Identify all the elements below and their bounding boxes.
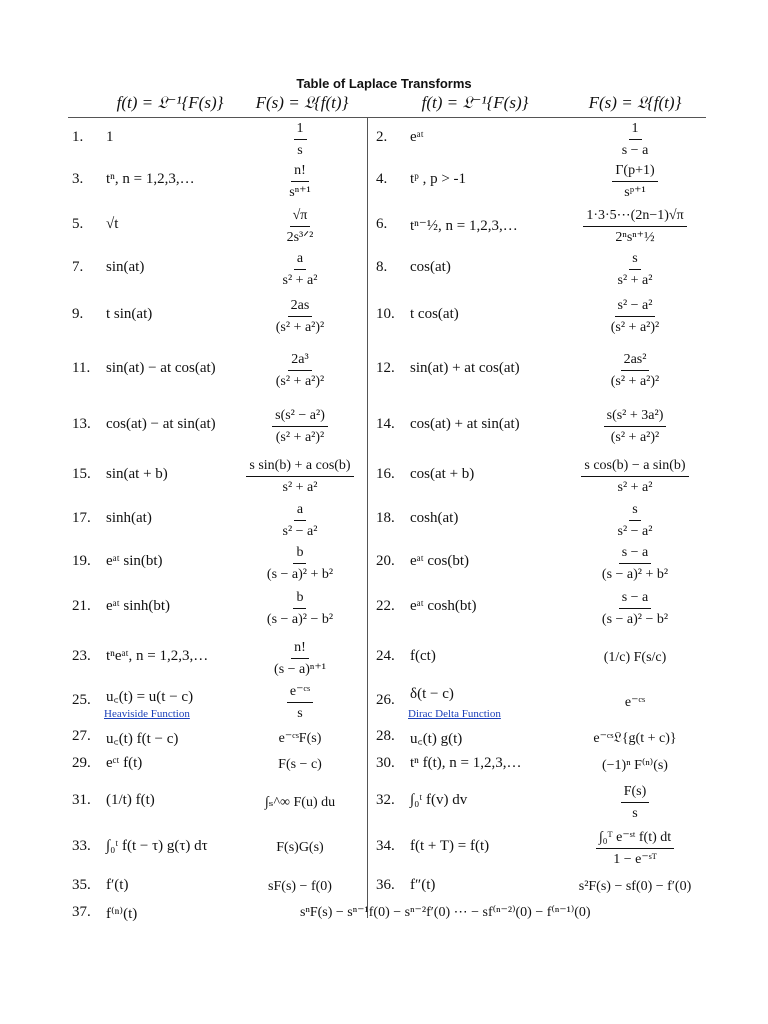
time-function: cosh(at) (410, 510, 459, 526)
entry-number: 15. (72, 466, 91, 482)
transform-expr: ∫ₛ^∞ F(u) du (264, 794, 336, 810)
numerator: s sin(b) + a cos(b) (246, 456, 353, 477)
transform-expr: e⁻ᶜˢF(s) (278, 730, 322, 746)
transform (560, 752, 710, 778)
transform-expr: e⁻ᶜˢ (624, 694, 646, 710)
entry-number: 36. (376, 877, 395, 893)
time-function: (1/t) f(t) (106, 792, 155, 808)
time-function: f(ct) (410, 648, 436, 664)
denominator: 1 − e⁻ˢᵀ (613, 851, 657, 867)
transform (238, 344, 362, 396)
entry-number: 22. (376, 598, 395, 614)
transform-expr: sF(s) − f(0) (268, 879, 332, 894)
table-row (0, 873, 768, 901)
time-function: eᵃᵗ (410, 129, 424, 145)
entry-number: 1. (72, 129, 84, 145)
time-function: cos(at) + at sin(at) (410, 416, 520, 432)
table-row (0, 901, 768, 927)
time-function: sin(at) + at cos(at) (410, 360, 520, 376)
time-function: tⁿ f(t), n = 1,2,3,… (410, 755, 522, 771)
transform-expr: (1/c) F(s/c) (603, 650, 667, 665)
fraction (286, 161, 313, 202)
table-row (0, 724, 768, 752)
time-function: 1 (106, 129, 114, 145)
page-title: Table of Laplace Transforms (296, 76, 472, 91)
header-left-f: f(t) = 𝔏⁻¹{F(s)} (116, 93, 224, 112)
fraction (264, 543, 336, 584)
heaviside-function-link[interactable]: Heaviside Function (104, 708, 190, 720)
fraction (273, 350, 327, 391)
fraction (615, 500, 656, 541)
time-function: eᶜᵗ f(t) (106, 755, 143, 771)
numerator: a (294, 500, 306, 521)
transform (560, 824, 710, 872)
entry-number: 2. (376, 129, 388, 145)
transform (560, 635, 710, 681)
fraction (615, 249, 656, 290)
table-row (0, 203, 768, 249)
entry-number: 23. (72, 648, 91, 664)
entry-number: 26. (376, 692, 395, 708)
numerator: F(s) (621, 782, 650, 803)
entry-number: 9. (72, 306, 84, 322)
transform (560, 398, 710, 454)
entry-number: 37. (72, 904, 91, 920)
time-function: sin(at + b) (106, 466, 168, 482)
transform (238, 160, 362, 202)
entry-number: 31. (72, 792, 91, 808)
table-row (0, 500, 768, 540)
header-left-F: F(s) = 𝔏{f(t)} (255, 93, 349, 112)
transform (560, 780, 710, 824)
numerator: 2as (288, 296, 313, 317)
entry-number: 8. (376, 259, 388, 275)
time-function: sin(at) (106, 259, 145, 275)
denominator: s² − a² (617, 523, 653, 539)
time-function: √t (106, 216, 119, 232)
entry-number: 25. (72, 692, 91, 708)
denominator: (s² + a²)² (275, 429, 325, 445)
entry-number: 27. (72, 728, 91, 744)
denominator: s² + a² (282, 272, 318, 288)
entry-number: 24. (376, 648, 395, 664)
time-function: f(t + T) = f(t) (410, 838, 490, 854)
dirac-delta-function-link[interactable]: Dirac Delta Function (408, 708, 501, 720)
time-function: t cos(at) (410, 306, 459, 322)
denominator: (s − a)² − b² (266, 611, 334, 627)
numerator: n! (291, 161, 309, 182)
transform (560, 203, 710, 249)
denominator: (s − a)² − b² (601, 611, 669, 627)
entry-number: 16. (376, 466, 395, 482)
denominator: s − a (621, 142, 649, 158)
table-row (0, 398, 768, 454)
transform (560, 454, 710, 498)
entry-number: 11. (72, 360, 91, 376)
entry-number: 17. (72, 510, 91, 526)
transform (560, 682, 710, 722)
fraction (608, 296, 662, 337)
denominator: s² − a² (282, 523, 318, 539)
transform-wide: sⁿF(s) − sⁿ⁻¹f(0) − sⁿ⁻²f′(0) ⋯ − sf⁽ⁿ⁻²⁾(0) − f⁽ⁿ⁻¹⁾(0) (300, 905, 591, 920)
time-function: tⁿeᵃᵗ, n = 1,2,3,… (106, 648, 209, 664)
numerator: s² − a² (615, 296, 656, 317)
transform (238, 635, 362, 681)
time-function: f′(t) (106, 877, 129, 893)
denominator: s² + a² (282, 479, 318, 495)
denominator: 2s³ᐟ² (286, 229, 314, 245)
denominator: 2ⁿsⁿ⁺½ (615, 229, 655, 245)
entry-number: 20. (376, 553, 395, 569)
fraction (599, 543, 671, 584)
numerator: s (629, 249, 640, 270)
fraction (608, 350, 662, 391)
transform (238, 249, 362, 289)
transform (560, 119, 710, 159)
transform (238, 752, 362, 778)
time-function: δ(t − c) (410, 686, 454, 702)
entry-number: 29. (72, 755, 91, 771)
transform (238, 780, 362, 824)
numerator: 1·3·5⋯(2n−1)√π (583, 206, 686, 227)
time-function: cos(at) (410, 259, 451, 275)
entry-number: 19. (72, 553, 91, 569)
table-row (0, 824, 768, 872)
fraction (619, 119, 652, 160)
time-function: u꜀(t) f(t − c) (106, 731, 179, 747)
transform (560, 160, 710, 202)
entry-number: 34. (376, 838, 395, 854)
fraction (280, 500, 321, 541)
denominator: (s − a)ⁿ⁺¹ (274, 661, 326, 677)
denominator: s² + a² (617, 479, 653, 495)
transform (238, 291, 362, 341)
numerator: b (293, 543, 306, 564)
entry-number: 10. (376, 306, 395, 322)
table-row (0, 119, 768, 159)
fraction (287, 682, 313, 723)
fraction (583, 206, 686, 247)
transform (238, 119, 362, 159)
transform (238, 500, 362, 540)
fraction (294, 119, 307, 160)
denominator: sᵖ⁺¹ (624, 184, 646, 200)
transform (560, 344, 710, 396)
transform (560, 873, 710, 901)
transform (238, 824, 362, 872)
denominator: s (297, 142, 303, 158)
entry-number: 35. (72, 877, 91, 893)
table-row (0, 780, 768, 824)
denominator: (s² + a²)² (610, 373, 660, 389)
fraction (599, 588, 671, 629)
transform (560, 724, 710, 752)
table-row (0, 344, 768, 396)
header-right-F: F(s) = 𝔏{f(t)} (588, 93, 682, 112)
entry-number: 3. (72, 171, 84, 187)
numerator: e⁻ᶜˢ (287, 682, 313, 703)
time-function: eᵃᵗ cos(bt) (410, 553, 470, 569)
denominator: (s − a)² + b² (601, 566, 669, 582)
numerator: 2as² (621, 350, 650, 371)
numerator: s (629, 500, 640, 521)
numerator: 1 (629, 119, 642, 140)
fraction (273, 296, 327, 337)
transform-expr: F(s − c) (278, 757, 322, 772)
table-row (0, 160, 768, 202)
denominator: (s − a)² + b² (266, 566, 334, 582)
fraction (280, 249, 321, 290)
denominator: s² + a² (617, 272, 653, 288)
table-row (0, 291, 768, 341)
entry-number: 14. (376, 416, 395, 432)
entry-number: 28. (376, 728, 395, 744)
fraction (596, 828, 674, 869)
numerator: n! (291, 638, 309, 659)
time-function: tⁿ⁻½, n = 1,2,3,… (410, 218, 518, 234)
denominator: (s² + a²)² (610, 319, 660, 335)
denominator: (s² + a²)² (275, 373, 325, 389)
numerator: a (294, 249, 306, 270)
entry-number: 6. (376, 216, 388, 232)
numerator: s − a (619, 543, 652, 564)
time-function: cos(at + b) (410, 466, 475, 482)
time-function: t sin(at) (106, 306, 153, 322)
transform-expr: F(s)G(s) (276, 840, 324, 855)
time-function: ∫₀ᵗ f(t − τ) g(τ) dτ (106, 838, 208, 854)
numerator: s(s² + 3a²) (604, 406, 667, 427)
entry-number: 7. (72, 259, 84, 275)
transform (560, 500, 710, 540)
transform (238, 682, 362, 722)
entry-number: 21. (72, 598, 91, 614)
transform (238, 586, 362, 630)
transform (238, 873, 362, 901)
time-function: eᵃᵗ sinh(bt) (106, 598, 171, 614)
fraction (604, 406, 667, 447)
table-row (0, 635, 768, 681)
fraction (581, 456, 688, 497)
time-function: f⁽ⁿ⁾(t) (106, 906, 138, 922)
time-function: cos(at) − at sin(at) (106, 416, 216, 432)
denominator: sⁿ⁺¹ (289, 184, 311, 200)
table-row (0, 752, 768, 778)
transform (238, 398, 362, 454)
denominator: s (632, 805, 638, 821)
numerator: s cos(b) − a sin(b) (581, 456, 688, 477)
numerator: b (293, 588, 306, 609)
numerator: ∫₀ᵀ e⁻ˢᵗ f(t) dt (596, 828, 674, 849)
entry-number: 33. (72, 838, 91, 854)
table-row (0, 541, 768, 585)
time-function: eᵃᵗ sin(bt) (106, 553, 163, 569)
time-function: u꜀(t) = u(t − c) (106, 689, 194, 705)
fraction (246, 456, 353, 497)
numerator: Γ(p+1) (612, 161, 657, 182)
denominator: (s² + a²)² (275, 319, 325, 335)
entry-number: 4. (376, 171, 388, 187)
numerator: √π (290, 206, 311, 227)
header-divider (68, 117, 706, 118)
transform (238, 454, 362, 498)
header-right-f: f(t) = 𝔏⁻¹{F(s)} (421, 93, 529, 112)
transform (238, 724, 362, 752)
transform (238, 203, 362, 249)
fraction (272, 406, 328, 447)
fraction (621, 782, 650, 823)
time-function: tⁿ, n = 1,2,3,… (106, 171, 195, 187)
fraction (612, 161, 657, 202)
entry-number: 32. (376, 792, 395, 808)
transform-expr: s²F(s) − sf(0) − f′(0) (578, 879, 692, 894)
transform (560, 291, 710, 341)
transform (560, 541, 710, 585)
time-function: sinh(at) (106, 510, 152, 526)
entry-number: 18. (376, 510, 395, 526)
numerator: 2a³ (288, 350, 311, 371)
fraction (264, 588, 336, 629)
time-function: tᵖ , p > -1 (410, 171, 467, 187)
numerator: 1 (294, 119, 307, 140)
time-function: eᵃᵗ cosh(bt) (410, 598, 477, 614)
entry-number: 13. (72, 416, 91, 432)
table-row (0, 249, 768, 289)
transform-expr: e⁻ᶜˢ𝔏{g(t + c)} (593, 730, 677, 746)
time-function: f″(t) (410, 877, 436, 893)
table-row (0, 454, 768, 498)
time-function: u꜀(t) g(t) (410, 731, 463, 747)
denominator: s (297, 705, 303, 721)
fraction (271, 638, 329, 679)
transform (560, 586, 710, 630)
table-row (0, 586, 768, 630)
numerator: s(s² − a²) (272, 406, 328, 427)
transform-expr: (−1)ⁿ F⁽ⁿ⁾(s) (602, 757, 668, 773)
transform (238, 541, 362, 585)
time-function: ∫₀ᵗ f(v) dv (410, 792, 468, 808)
time-function: sin(at) − at cos(at) (106, 360, 216, 376)
entry-number: 12. (376, 360, 395, 376)
entry-number: 30. (376, 755, 395, 771)
entry-number: 5. (72, 216, 84, 232)
fraction (284, 206, 317, 247)
denominator: (s² + a²)² (610, 429, 660, 445)
table-row (0, 682, 768, 722)
transform (560, 249, 710, 289)
numerator: s − a (619, 588, 652, 609)
